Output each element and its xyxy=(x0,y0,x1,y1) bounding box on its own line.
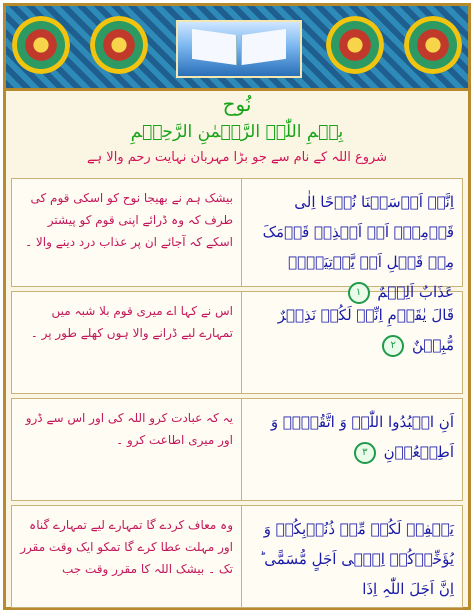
verse-arabic xyxy=(241,179,462,301)
arabic-text: قَالَ یٰقَوۡمِ اِنِّیۡ لَکُمۡ نَذِیۡرٌ مُّبِیۡنٌ xyxy=(277,306,454,354)
verse-translation xyxy=(12,179,241,286)
verse-translation xyxy=(12,506,241,607)
verses-table xyxy=(11,178,463,612)
verse-arabic xyxy=(241,292,462,393)
verse-translation xyxy=(12,292,241,393)
verse-row xyxy=(11,398,463,501)
arabic-text: اَنِ اعۡبُدُوا اللّٰہَ وَ اتَّقُوۡہُ وَ اَطِیۡعُوۡنِ xyxy=(270,413,454,461)
translation-text: وہ معاف کردے گا تمہارے لیے تمہارے گناہ اور مہلت عطا کرے گا تمکو ایک وقت مقرر تک ۔ بیشک اللہ کا مقرر وقت جب xyxy=(20,518,233,576)
verse-row xyxy=(11,178,463,301)
surah-title: نُوح xyxy=(222,92,252,116)
arabic-text: یَغۡفِرۡ لَکُمۡ مِّنۡ ذُنُوۡبِکُمۡ وَ یُؤَخِّرۡکُمۡ اِلٰۤی اَجَلٍ مُّسَمًّی ؕ اِنَّ اَجَلَ اللّٰہِ اِذَا xyxy=(259,520,454,598)
arabic-text: اِنَّاۤ اَرۡسَلۡنَا نُوۡحًا اِلٰی قَوۡمِہٖۤ اَنۡ اَنۡذِرۡ قَوۡمَکَ مِنۡ قَبۡلِ اَنۡ یَّاۡتِیَہُمۡ عَذَابٌ اَلِیۡمٌ xyxy=(262,193,454,301)
ayah-number-icon: ١ xyxy=(348,282,370,304)
verse-arabic xyxy=(241,506,462,607)
floral-ornament-icon xyxy=(90,16,148,74)
verse-translation xyxy=(12,399,241,500)
basmala: بِسۡمِ اللّٰہِ الرَّحۡمٰنِ الرَّحِیۡمِ xyxy=(130,122,344,142)
basmala-translation: شروع اللہ کے نام سے جو بڑا مہربان نہایت رحم والا ہے xyxy=(86,150,388,165)
open-quran-image xyxy=(176,20,302,78)
translation-text: اس نے کہا اے میری قوم بلا شبہ میں تمہارے لیے ڈرانے والا ہوں کھلے طور پر ۔ xyxy=(30,304,233,340)
verse-row xyxy=(11,291,463,394)
ornamental-banner xyxy=(6,6,468,91)
verse-row xyxy=(11,505,463,608)
page xyxy=(3,3,471,610)
verse-arabic xyxy=(241,399,462,500)
floral-ornament-icon xyxy=(404,16,462,74)
title-block xyxy=(6,92,468,168)
ayah-number-icon: ٣ xyxy=(354,442,376,464)
floral-ornament-icon xyxy=(326,16,384,74)
floral-ornament-icon xyxy=(12,16,70,74)
translation-text: یہ کہ عبادت کرو اللہ کی اور اس سے ڈرو اور میری اطاعت کرو ۔ xyxy=(25,411,233,447)
translation-text: بیشک ہم نے بھیجا نوح کو اسکی قوم کی طرف کہ وہ ڈرائے اپنی قوم کو پیشتر اسکے کہ آجائے ان پر عذاب درد دینے والا ۔ xyxy=(25,191,233,249)
ayah-number-icon: ٢ xyxy=(382,335,404,357)
